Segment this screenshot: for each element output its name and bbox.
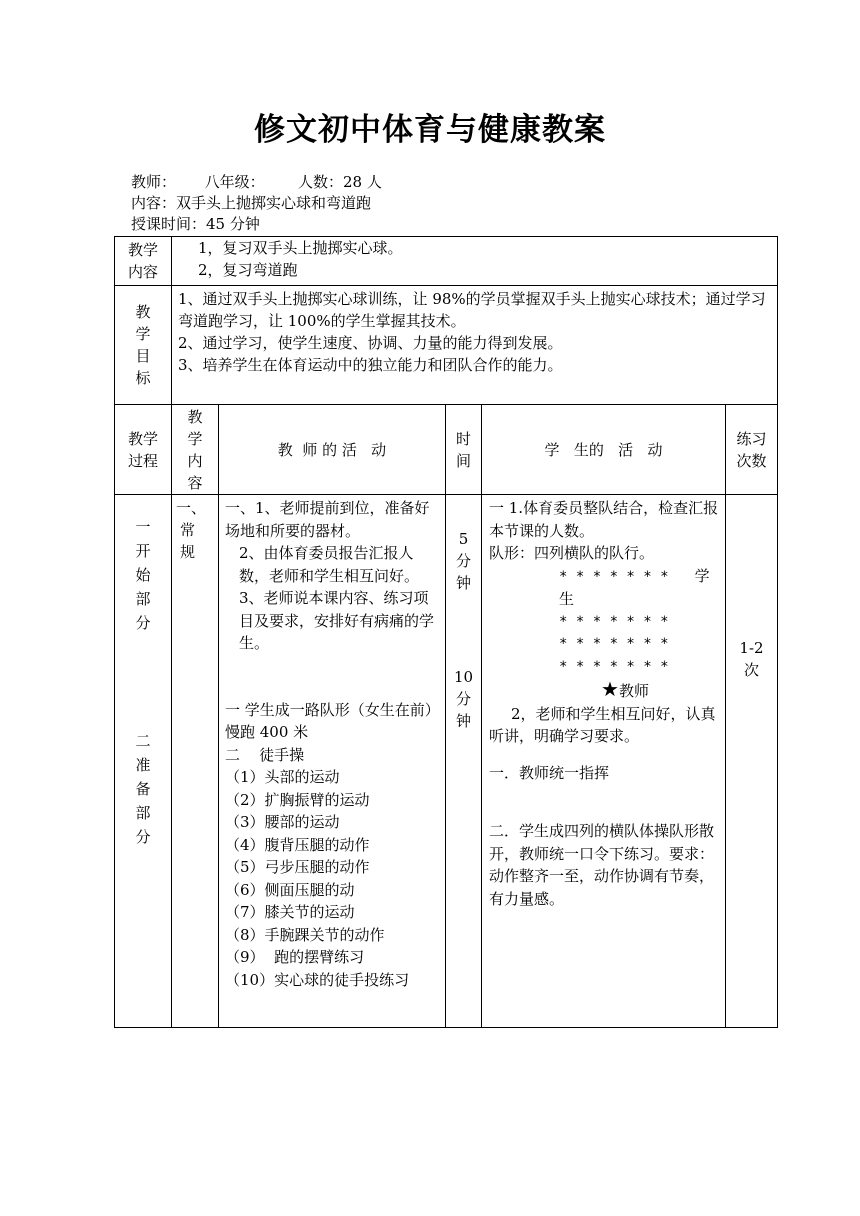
goal-item: 2、通过学习，使学生速度、协调、力量的能力得到发展。 <box>178 334 563 352</box>
header-content: 教 学 内 容 <box>172 405 219 495</box>
content-row <box>115 237 778 286</box>
teacher-step: 3、老师说本课内容、练习项目及要求，安排好有病痛的学生。 <box>239 589 435 652</box>
teacher-label: 教师 <box>618 682 649 700</box>
warmup-item: （5）弓步压腿的动作 <box>225 858 370 876</box>
goals-row <box>115 286 778 405</box>
body-process <box>115 495 172 1028</box>
content-label: 教学 内容 <box>115 237 172 286</box>
time-part-start: 5 分 钟 <box>455 530 471 592</box>
goals-items <box>172 286 778 405</box>
student-row: * * * * * * * <box>559 636 669 652</box>
warmup-item: （6）侧面压腿的动 <box>225 880 355 899</box>
student-formation: 队形：四列横队的队行。 <box>489 544 655 562</box>
meta-content: 内容：双手头上抛掷实心球和弯道跑 <box>131 194 372 212</box>
page-title: 修文初中体育与健康教案 <box>254 112 606 148</box>
teacher-step: 2、由体育委员报告汇报人数，老师和学生相互问好。 <box>239 544 420 585</box>
header-process: 教学 过程 <box>115 405 172 495</box>
body-time <box>446 495 482 1028</box>
warmup-item: （3）腰部的运动 <box>225 813 340 831</box>
time-part-prepare: 10 分 钟 <box>453 668 474 730</box>
header-student-activity: 学 生的 活 动 <box>482 405 726 495</box>
student-exercise: 二．学生成四列的横队体操队形散开，教师统一口令下练习。要求：动作整齐一至，动作协调有节奏，有力量感。 <box>489 822 715 908</box>
lesson-plan-table <box>114 236 778 1028</box>
warmup-item: （8）手腕踝关节的动作 <box>225 925 385 944</box>
student-row: * * * * * * * <box>559 613 669 630</box>
body-student-activity <box>482 495 726 1028</box>
warmup-item: （9） 跑的摆臂练习 <box>225 948 365 966</box>
header-time: 时 间 <box>446 405 482 495</box>
warmup-item: 一 学生成一路队形（女生在前）慢跑 400 米 <box>225 700 440 741</box>
student-greet: 2，老师和学生相互问好，认真听讲，明确学习要求。 <box>489 704 716 745</box>
header-practice-count: 练习 次数 <box>726 405 778 495</box>
teacher-star-icon: ★ <box>601 677 619 701</box>
process-part-start: 一 开 始 部 分 <box>135 518 151 632</box>
warmup-item: （1）头部的运动 <box>225 768 340 786</box>
body-practice-count: 1-2 次 <box>726 495 778 1028</box>
body-content: 一、 常 规 <box>172 495 219 1028</box>
student-row: * * * * * * * <box>559 568 669 585</box>
teacher-step: 一、1、老师提前到位，准备好场地和所要的器材。 <box>225 499 430 540</box>
body-teacher-activity <box>219 495 446 1028</box>
content-item: 1，复习双手头上抛掷实心球。 <box>198 239 403 257</box>
meta-duration: 授课时间：45 分钟 <box>131 215 260 233</box>
warmup-item: （10）实心球的徒手投练习 <box>225 970 410 989</box>
warmup-item: （2）扩胸振臂的运动 <box>225 790 370 809</box>
header-teacher-activity: 教 师 的 活 动 <box>219 405 446 495</box>
goal-item: 3、培养学生在体育运动中的独立能力和团队合作的能力。 <box>178 356 563 374</box>
warmup-item: 二 徒手操 <box>225 745 305 764</box>
meta-teacher-grade-count: 教师： 八年级： 人数：28 人 <box>131 173 382 191</box>
student-intro: 一 1.体育委员整队结合，检查汇报本节课的人数。 <box>489 499 719 540</box>
goal-item: 1、通过双手头上抛掷实心球训练，让 98%的学员掌握双手头上抛实心球技术；通过学习弯道跑学习，让 100%的学生掌握其技术。 <box>178 290 766 330</box>
student-label: 学生 <box>559 566 710 608</box>
header-row <box>115 405 778 495</box>
body-row <box>115 495 778 1028</box>
warmup-item: （7）膝关节的运动 <box>225 903 355 921</box>
content-items <box>172 237 778 286</box>
student-row: * * * * * * * <box>559 658 669 675</box>
goals-label: 教 学 目 标 <box>115 286 172 405</box>
content-item: 2，复习弯道跑 <box>198 261 298 279</box>
student-command: 一．教师统一指挥 <box>489 763 610 782</box>
warmup-item: （4）腹背压腿的动作 <box>225 835 370 854</box>
formation-diagram <box>489 565 721 703</box>
process-part-prepare: 二 准 备 部 分 <box>135 732 151 846</box>
